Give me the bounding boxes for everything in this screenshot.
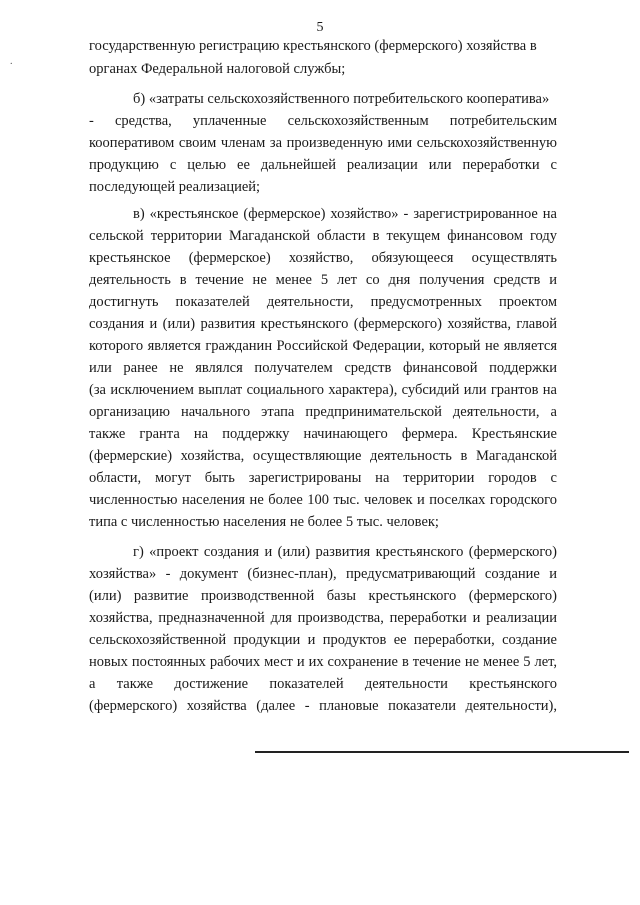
text-line: - средства, уплаченные сельскохозяйственным потребительским bbox=[89, 113, 557, 129]
text-line: (или) развитие производственной базы крестьянского (фермерского) bbox=[89, 588, 557, 604]
text-line: крестьянское (фермерское) хозяйство, обязующееся осуществлять bbox=[89, 250, 557, 266]
text-line: в) «крестьянское (фермерское) хозяйство» - зарегистрированное на bbox=[133, 206, 557, 222]
text-line: хозяйства» - документ (бизнес-план), предусматривающий создание и bbox=[89, 566, 557, 582]
text-line: достигнуть показателей деятельности, предусмотренных проектом bbox=[89, 294, 557, 310]
text-line: области, могут быть зарегистрированы на территории городов с bbox=[89, 470, 557, 486]
page-number: 5 bbox=[316, 20, 324, 35]
text-line: численностью населения не более 100 тыс. человек и поселках городского bbox=[89, 492, 557, 508]
text-line: новых постоянных рабочих мест и их сохранение в течение не менее 5 лет, bbox=[89, 654, 557, 670]
text-line: или ранее не являлся получателем средств финансовой поддержки bbox=[89, 360, 557, 376]
text-line: (фермерского) хозяйства (далее - плановые показатели деятельности), bbox=[89, 698, 557, 714]
text-line: сельской территории Магаданской области в текущем финансовом году bbox=[89, 228, 557, 244]
text-line: а также достижение показателей деятельности крестьянского bbox=[89, 676, 557, 692]
stray-mark: . bbox=[10, 56, 13, 67]
text-line: типа с численностью населения не более 5 тыс. человек; bbox=[89, 514, 439, 530]
text-line: государственную регистрацию крестьянского (фермерского) хозяйства в bbox=[89, 38, 537, 54]
text-line: которого является гражданин Российской Федерации, который не является bbox=[89, 338, 557, 354]
text-line: организацию начального этапа предпринимательской деятельности, а bbox=[89, 404, 557, 420]
text-line: (фермерские) хозяйства, осуществляющие деятельность в Магаданской bbox=[89, 448, 557, 464]
text-line: хозяйства, предназначенной для производства, переработки и реализации bbox=[89, 610, 557, 626]
text-line: кооперативом своим членам за произведенную ими сельскохозяйственную bbox=[89, 135, 557, 151]
text-line: деятельность в течение не менее 5 лет со дня получения средств и bbox=[89, 272, 557, 288]
text-line: сельскохозяйственной продукции и продуктов ее переработки, создание bbox=[89, 632, 557, 648]
text-line: также гранта на поддержку начинающего фермера. Крестьянские bbox=[89, 426, 557, 442]
text-line: б) «затраты сельскохозяйственного потребительского кооператива» bbox=[133, 91, 550, 107]
bottom-rule bbox=[255, 751, 629, 753]
text-line: (за исключением выплат социального характера), субсидий или грантов на bbox=[89, 382, 557, 398]
text-line: продукцию с целью ее дальнейшей реализации или переработки с bbox=[89, 157, 557, 173]
text-line: г) «проект создания и (или) развития крестьянского (фермерского) bbox=[133, 544, 557, 560]
text-line: создания и (или) развития крестьянского (фермерского) хозяйства, главой bbox=[89, 316, 557, 332]
text-line: последующей реализацией; bbox=[89, 179, 261, 195]
text-line: органах Федеральной налоговой службы; bbox=[89, 61, 346, 77]
